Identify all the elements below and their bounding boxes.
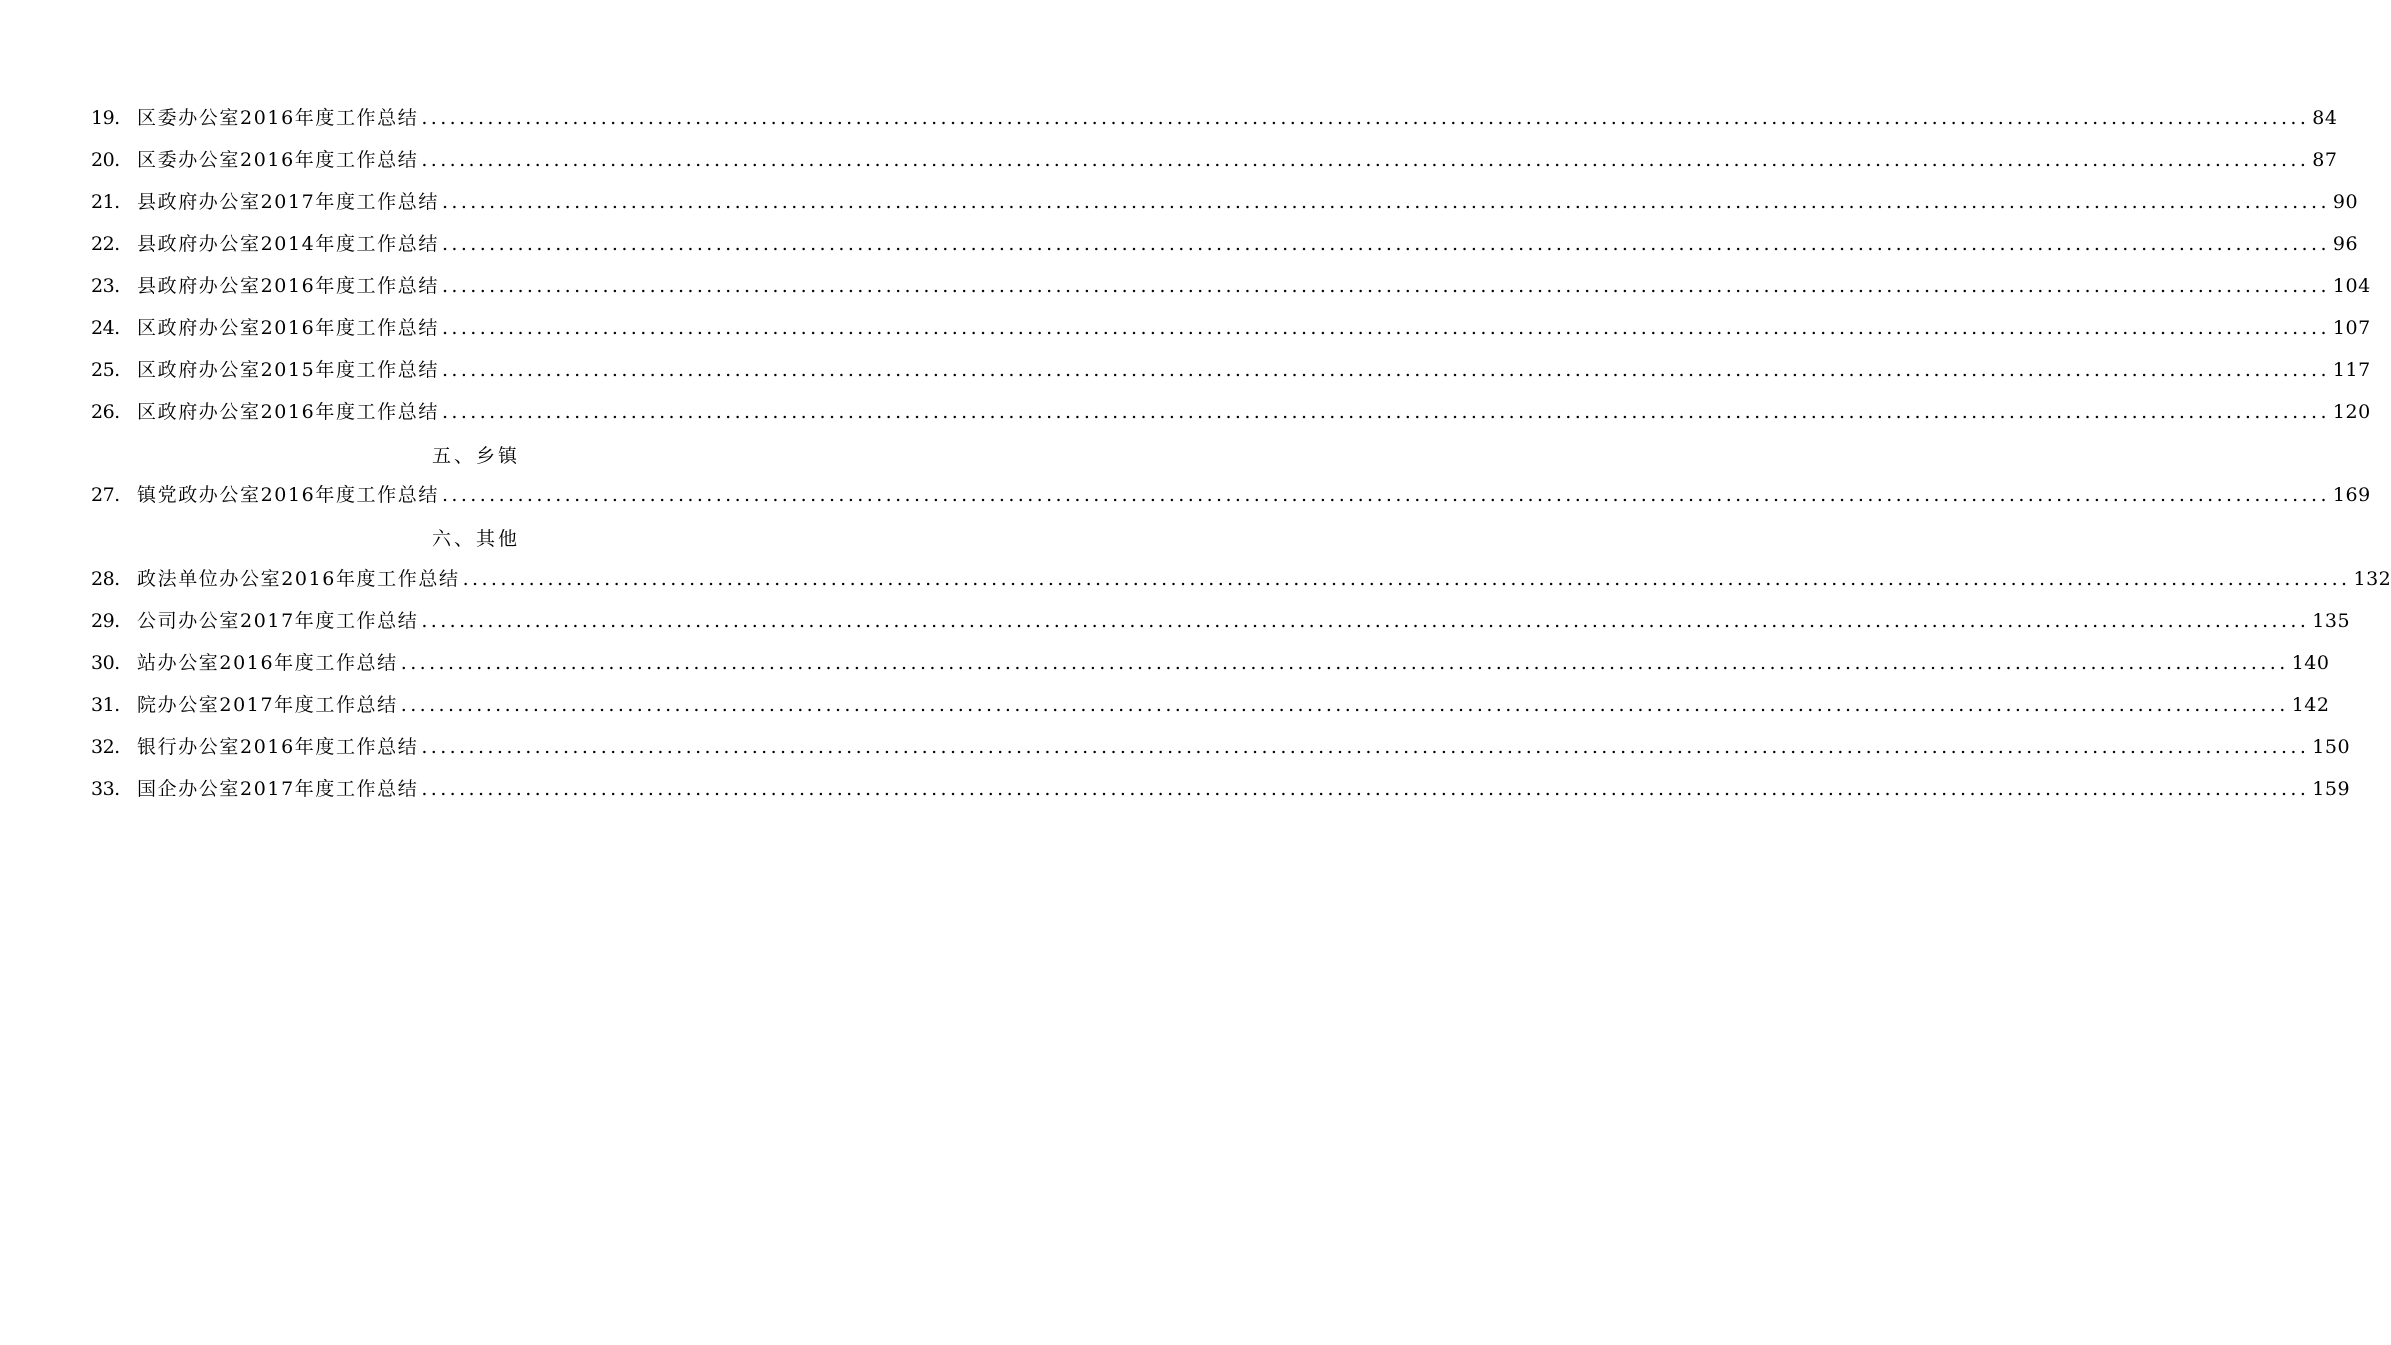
toc-entry[interactable]	[91, 391, 2371, 433]
dot-leader: ........................................................................................................................................................................................................	[421, 107, 2310, 130]
toc-entry-title: 镇党政办公室2016年度工作总结	[137, 484, 439, 507]
toc-entry-number: 21.	[91, 191, 120, 214]
toc-entry-title: 县政府办公室2016年度工作总结	[137, 275, 439, 297]
toc-entry-page-number: 169	[2332, 484, 2371, 507]
toc-entry-title: 国企办公室2017年度工作总结	[137, 777, 419, 800]
toc-entry-title: 区委办公室2016年度工作总结	[137, 149, 419, 172]
toc-entry-title: 政法单位办公室2016年度工作总结	[137, 568, 460, 591]
dot-leader: ........................................................................................................................................................................................................	[441, 358, 2330, 381]
toc-entry-title: 区政府办公室2015年度工作总结	[137, 358, 439, 381]
toc-entry-number: 28.	[91, 568, 120, 591]
toc-entry[interactable]	[91, 768, 2351, 810]
toc-entry-page-number: 87	[2312, 149, 2338, 172]
toc-entry-page-number: 84	[2312, 107, 2338, 130]
dot-leader: ........................................................................................................................................................................................................	[441, 316, 2330, 339]
dot-leader: ........................................................................................................................................................................................................	[421, 777, 2310, 800]
toc-entry[interactable]	[91, 349, 2371, 391]
toc-entry-page-number: 107	[2332, 316, 2371, 339]
toc-entry[interactable]	[91, 643, 2330, 685]
toc-entry-number: 33.	[91, 777, 120, 800]
toc-entry-title: 站办公室2016年度工作总结	[137, 652, 398, 675]
toc-entry[interactable]	[91, 684, 2330, 726]
dot-leader: ........................................................................................................................................................................................................	[400, 652, 2289, 675]
toc-entry-page-number: 142	[2291, 693, 2330, 716]
toc-entry-number: 24.	[91, 316, 120, 339]
toc-entry-number: 25.	[91, 358, 120, 381]
toc-entry[interactable]	[91, 98, 2338, 140]
toc-entry-title: 公司办公室2017年度工作总结	[137, 610, 419, 633]
toc-entry-number: 32.	[91, 735, 120, 758]
dot-leader: ........................................................................................................................................................................................................	[421, 735, 2310, 758]
toc-entry[interactable]	[91, 182, 2359, 224]
toc-entry-page-number: 150	[2312, 735, 2351, 758]
toc-entry-number: 27.	[91, 484, 120, 507]
toc-entry-number: 26.	[91, 400, 120, 423]
dot-leader: ........................................................................................................................................................................................................	[441, 233, 2330, 256]
toc-entry-page-number: 132	[2353, 568, 2391, 591]
toc-entry-page-number: 135	[2312, 610, 2351, 633]
dot-leader: ........................................................................................................................................................................................................	[462, 568, 2351, 591]
section-heading: 五、乡镇	[431, 444, 520, 467]
dot-leader: ........................................................................................................................................................................................................	[441, 275, 2330, 297]
toc-entry-page-number: 96	[2332, 233, 2359, 256]
toc-entry-number: 20.	[91, 149, 120, 172]
toc-entry[interactable]	[91, 559, 2391, 601]
toc-entry[interactable]	[91, 224, 2359, 266]
toc-entry-title: 区政府办公室2016年度工作总结	[137, 316, 439, 339]
toc-entry-page-number: 104	[2332, 275, 2371, 297]
toc-entry-page-number: 90	[2332, 191, 2359, 214]
toc-entry-page-number: 159	[2312, 777, 2351, 800]
dot-leader: ........................................................................................................................................................................................................	[441, 400, 2330, 423]
toc-entry-number: 31.	[91, 693, 120, 716]
toc-entry[interactable]	[91, 726, 2351, 768]
dot-leader: ........................................................................................................................................................................................................	[441, 191, 2330, 214]
toc-entry-title: 县政府办公室2017年度工作总结	[137, 191, 439, 214]
section-heading: 六、其他	[431, 528, 520, 551]
dot-leader: ........................................................................................................................................................................................................	[421, 610, 2310, 633]
toc-entry-page-number: 120	[2332, 400, 2371, 423]
toc-entry-page-number: 140	[2291, 652, 2330, 675]
toc-entry[interactable]	[91, 307, 2371, 349]
toc-entry-title: 区委办公室2016年度工作总结	[137, 107, 419, 130]
dot-leader: ........................................................................................................................................................................................................	[421, 149, 2310, 172]
toc-entry[interactable]	[91, 601, 2351, 643]
toc-entry-title: 区政府办公室2016年度工作总结	[137, 400, 439, 423]
toc-entry-title: 院办公室2017年度工作总结	[137, 693, 398, 716]
toc-entry-number: 22.	[91, 233, 120, 256]
toc-entry-page-number: 117	[2332, 358, 2371, 381]
table-of-contents	[91, 98, 2391, 810]
toc-entry[interactable]	[91, 266, 2371, 308]
toc-entry-number: 29.	[91, 610, 120, 633]
toc-entry[interactable]	[91, 140, 2338, 182]
toc-entry-title: 银行办公室2016年度工作总结	[137, 735, 419, 758]
toc-entry-number: 23.	[91, 275, 120, 297]
toc-entry[interactable]	[91, 475, 2371, 517]
dot-leader: ........................................................................................................................................................................................................	[400, 693, 2289, 716]
toc-entry-number: 19.	[91, 107, 120, 130]
toc-entry-number: 30.	[91, 652, 120, 675]
toc-entry-title: 县政府办公室2014年度工作总结	[137, 233, 439, 256]
dot-leader: ........................................................................................................................................................................................................	[441, 484, 2330, 507]
